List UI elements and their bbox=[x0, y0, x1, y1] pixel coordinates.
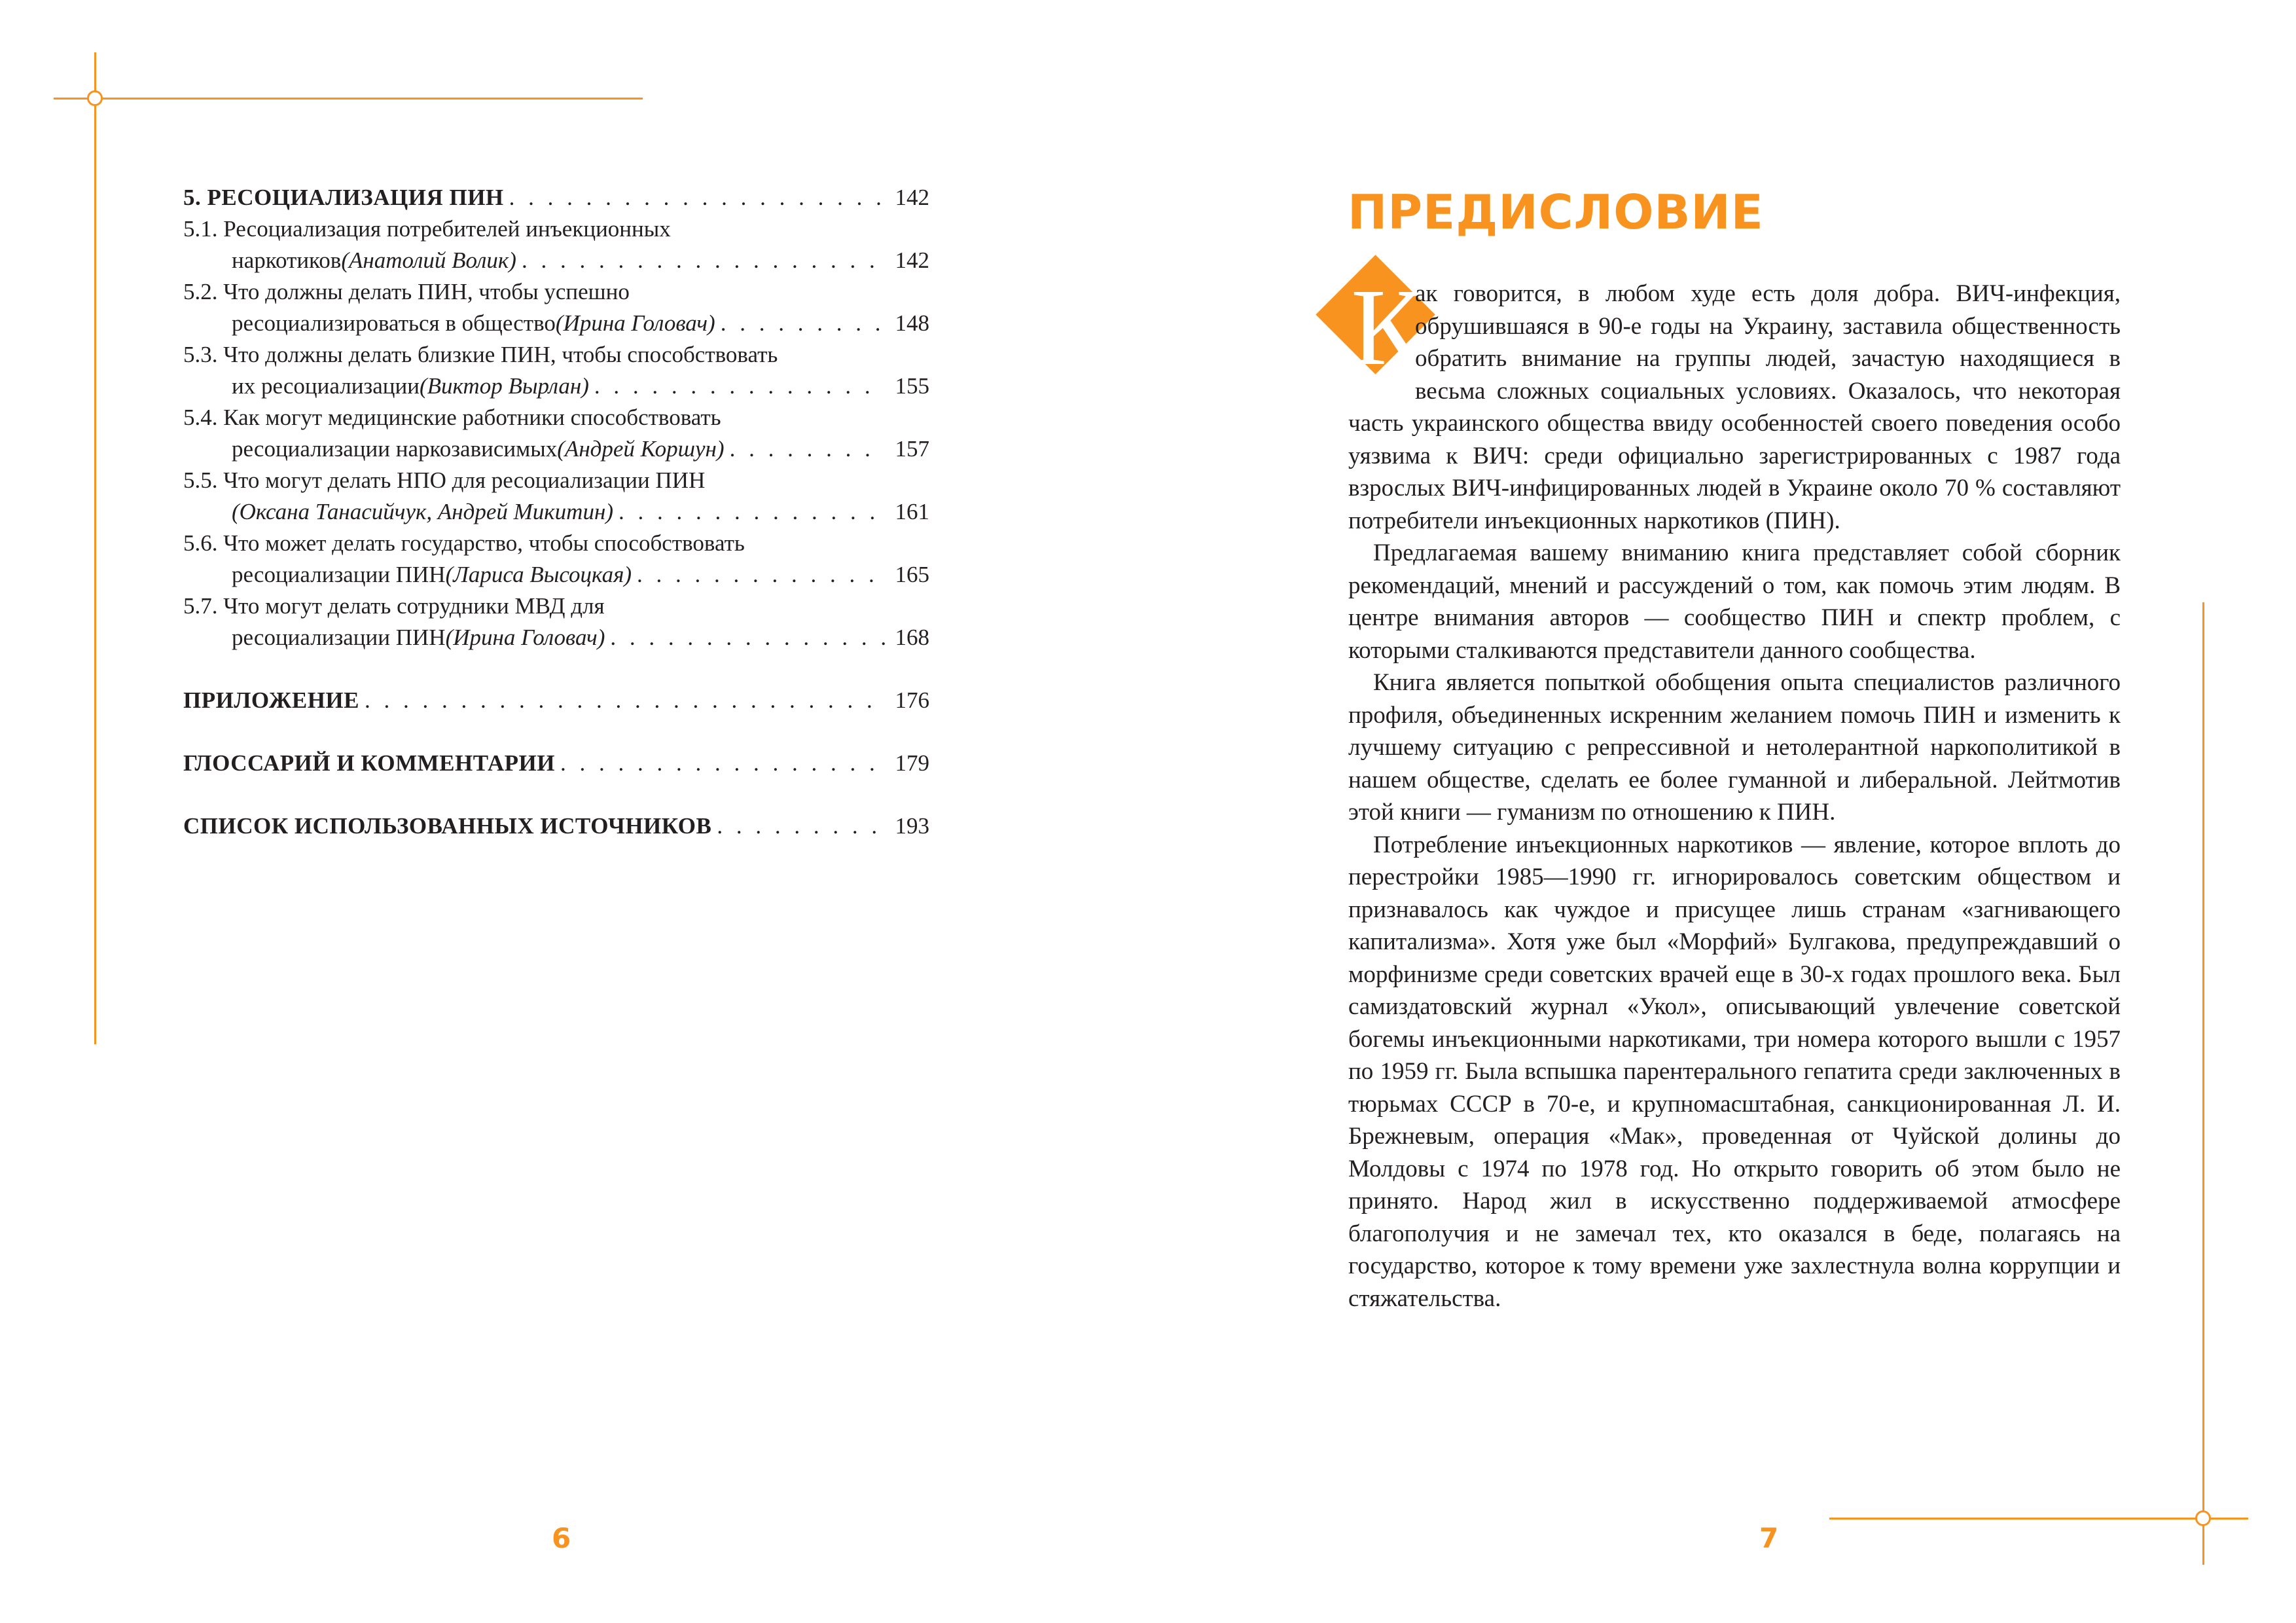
toc-entry bbox=[183, 339, 929, 371]
toc-entry bbox=[183, 402, 929, 433]
page-number-left: 6 bbox=[552, 1522, 571, 1554]
toc-entry-title: 5.7. Что могут делать сотрудники МВД для bbox=[183, 593, 605, 619]
toc-entry-title: 5.2. Что должны делать ПИН, чтобы успешно bbox=[183, 279, 630, 304]
bottom-right-corner-ring bbox=[2195, 1510, 2211, 1526]
toc-page-number: 179 bbox=[895, 750, 929, 776]
toc-entry bbox=[183, 276, 929, 308]
preface-paragraph: Книга является попыткой обобщения опыта специалистов различного профиля, объединенных искренним желанием помочь ПИН и изменить к лучшему ситуацию с репрессивной и нетолерантной наркополитикой в нашем обществе, сделать ее более гуманной и либеральной. Лейтмотив этой книги — гуманизм по отношению к ПИН. bbox=[1348, 669, 2121, 826]
toc-entry-author: (Виктор Вырлан) bbox=[419, 373, 589, 399]
toc-entry[interactable] bbox=[183, 182, 929, 213]
toc-entry bbox=[183, 465, 929, 496]
toc-entry-title: ресоциализации наркозависимых bbox=[232, 436, 558, 462]
toc-leader-dots bbox=[637, 559, 885, 591]
toc-leader-dots bbox=[560, 748, 885, 779]
top-left-rule bbox=[54, 98, 643, 100]
toc-entry-title: ресоциализации ПИН bbox=[232, 625, 446, 650]
toc-entry[interactable] bbox=[183, 433, 929, 465]
toc-entry-title: их ресоциализации bbox=[232, 373, 420, 399]
toc-entry-title: наркотиков bbox=[232, 247, 342, 273]
toc-leader-dots bbox=[522, 245, 885, 276]
preface-paragraph: ак говорится, в любом худе есть доля добра. ВИЧ-инфекция, обрушившаяся в 90-е годы на Украину, заставила общественность обратить внимание на группы людей, зачастую находящиеся в весьма сложных социальных условиях. Оказалось, что некоторая часть украинского общества ввиду особенностей своего поведения особо уязвима к ВИЧ: среди официально зарегистрированных с 1987 года взрослых ВИЧ-инфицированных людей в Украине около 70 % составляют потребители инъекционных наркотиков (ПИН). bbox=[1348, 280, 2121, 534]
toc-entry-author: (Анатолий Волик) bbox=[341, 247, 516, 273]
toc-entry bbox=[183, 591, 929, 622]
toc-entry-title: 5.3. Что должны делать близкие ПИН, чтобы способствовать bbox=[183, 342, 778, 367]
toc-entry-title: 5.4. Как могут медицинские работники способствовать bbox=[183, 405, 721, 430]
toc-entry-author: (Ирина Головач) bbox=[445, 625, 605, 650]
toc-entry-title: ПРИЛОЖЕНИЕ bbox=[183, 687, 360, 713]
toc-entry-title: ГЛОССАРИЙ И КОММЕНТАРИИ bbox=[183, 750, 555, 776]
toc-gap bbox=[183, 653, 929, 685]
toc-entry[interactable] bbox=[183, 685, 929, 716]
toc-entry-author: (Андрей Коршун) bbox=[557, 436, 725, 462]
toc-page-number: 142 bbox=[895, 247, 929, 273]
toc-entry-title: 5. РЕСОЦИАЛИЗАЦИЯ ПИН bbox=[183, 185, 504, 210]
toc-page-number: 157 bbox=[895, 436, 929, 462]
toc-entry[interactable] bbox=[183, 622, 929, 653]
toc-entry-title: 5.6. Что может делать государство, чтобы способствовать bbox=[183, 530, 745, 556]
toc-entry-author: (Лариса Высоцкая) bbox=[445, 562, 632, 587]
toc-entry-title: ресоциализироваться в общество bbox=[232, 310, 556, 336]
toc-gap bbox=[183, 716, 929, 748]
toc-entry bbox=[183, 213, 929, 245]
toc-page-number: 161 bbox=[895, 499, 929, 524]
table-of-contents bbox=[183, 182, 929, 842]
toc-entry[interactable] bbox=[183, 559, 929, 591]
toc-leader-dots bbox=[721, 308, 885, 339]
dropcap-letter: К bbox=[1351, 266, 1425, 388]
toc-entry-author: (Оксана Танасийчук, Андрей Микитин) bbox=[232, 499, 613, 524]
toc-leader-dots bbox=[619, 496, 885, 528]
bottom-right-rule bbox=[1829, 1518, 2248, 1520]
preface-paragraph: Потребление инъекционных наркотиков — явление, которое вплоть до перестройки 1985—1990 гг. игнорировалось советским обществом и признавалось как чуждое и присущее лишь странам «загнивающего капитализма». Хотя уже был «Морфий» Булгакова, предупреждавший о морфинизме среди советских врачей еще в 30-х годах прошлого века. Был самиздатовский журнал «Укол», описывающий увлечение советской богемы инъекционными наркотиками, три номера которого вышли с 1957 по 1959 гг. Была вспышка парентерального гепатита среди заключенных в тюрьмах СССР в 70-е, и крупномасштабная, санкционированная Л. И. Брежневым, операция «Мак», проведенная от Чуйской долины до Молдовы с 1974 по 1978 год. Но открыто говорить об этом было не принято. Народ жил в искусственно поддерживаемой атмосфере благополучия и не замечал тех, кто оказался в беде, полагаясь на государство, которое к тому времени уже захлестнула волна коррупции и стяжательства. bbox=[1348, 831, 2121, 1312]
toc-page-number: 165 bbox=[895, 562, 929, 587]
preface-body bbox=[1348, 278, 2121, 1315]
toc-leader-dots bbox=[509, 182, 885, 213]
toc-leader-dots bbox=[730, 433, 885, 465]
toc-leader-dots bbox=[365, 685, 885, 716]
toc-entry-title: 5.5. Что могут делать НПО для ресоциализации ПИН bbox=[183, 467, 706, 493]
top-left-corner-ring bbox=[87, 90, 103, 106]
toc-entry[interactable] bbox=[183, 371, 929, 402]
toc-page-number: 155 bbox=[895, 373, 929, 399]
toc-entry bbox=[183, 528, 929, 559]
page-number-right: 7 bbox=[1759, 1522, 1779, 1554]
toc-entry[interactable] bbox=[183, 245, 929, 276]
preface-paragraph: Предлагаемая вашему вниманию книга представляет собой сборник рекомендаций, мнений и рассуждений о том, как помочь этим людям. В центре внимания авторов — сообщество ПИН и спектр проблем, с которыми сталкиваются представители данного сообщества. bbox=[1348, 539, 2121, 664]
toc-entry-title: ресоциализации ПИН bbox=[232, 562, 446, 587]
right-vertical-rule bbox=[2202, 602, 2204, 1565]
toc-entry[interactable] bbox=[183, 748, 929, 779]
left-vertical-rule bbox=[94, 52, 96, 1044]
toc-page-number: 142 bbox=[895, 185, 929, 210]
toc-entry[interactable] bbox=[183, 308, 929, 339]
toc-page-number: 148 bbox=[895, 310, 929, 336]
toc-leader-dots bbox=[610, 622, 885, 653]
toc-page-number: 176 bbox=[895, 687, 929, 713]
toc-entry-title: СПИСОК ИСПОЛЬЗОВАННЫХ ИСТОЧНИКОВ bbox=[183, 813, 712, 839]
toc-entry[interactable] bbox=[183, 811, 929, 842]
toc-gap bbox=[183, 779, 929, 811]
toc-leader-dots bbox=[594, 371, 885, 402]
toc-leader-dots bbox=[717, 811, 885, 842]
toc-entry-title: 5.1. Ресоциализация потребителей инъекционных bbox=[183, 216, 671, 242]
toc-entry-author: (Ирина Головач) bbox=[555, 310, 715, 336]
toc-page-number: 193 bbox=[895, 813, 929, 839]
toc-entry[interactable] bbox=[183, 496, 929, 528]
toc-page-number: 168 bbox=[895, 625, 929, 650]
preface-heading: ПРЕДИСЛОВИЕ bbox=[1348, 185, 1764, 240]
